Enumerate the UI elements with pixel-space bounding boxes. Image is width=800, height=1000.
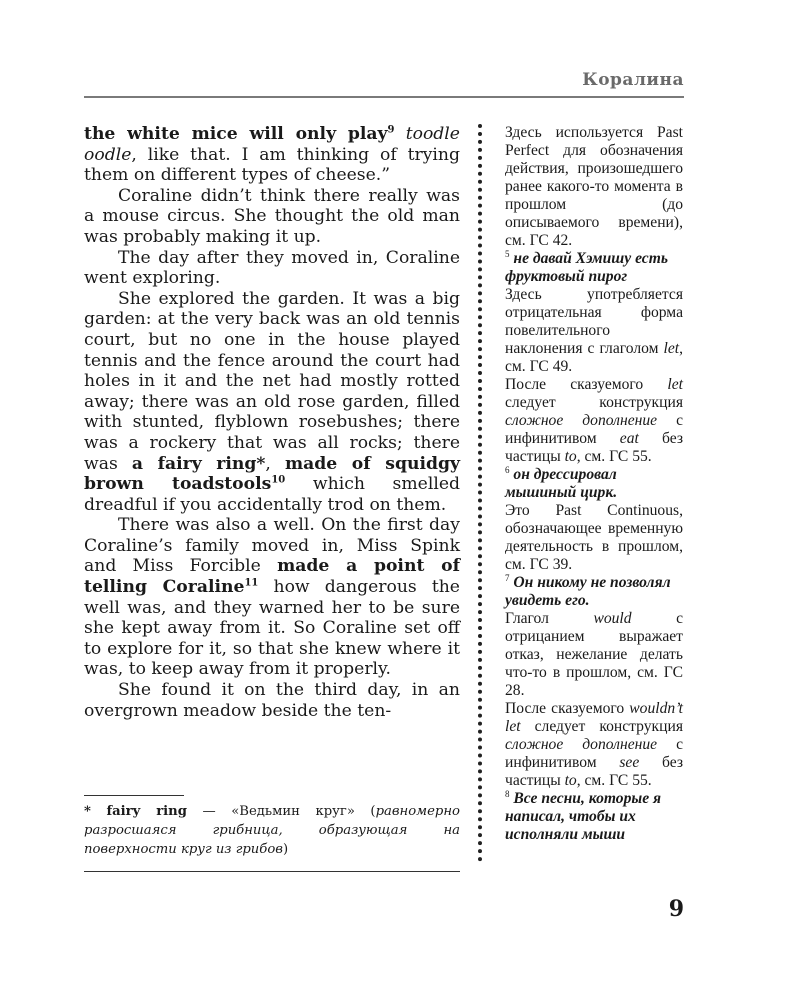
footnote-rule — [84, 795, 184, 796]
italic-term: let — [663, 340, 680, 357]
text-run: how dangerous the well was, and they warned her to be sure she kept away from it. So Coraline set off to explore for it, so that she knew where it was, to keep away from it properly. — [84, 577, 460, 680]
note-6-head — [505, 466, 683, 502]
note-8-head — [505, 790, 683, 844]
note-number: 5 — [505, 248, 510, 259]
note-head-text: Он никому не позволял увидеть его. — [505, 574, 671, 609]
text-run: Глагол — [505, 610, 594, 627]
note-7-body-2 — [505, 700, 683, 790]
text-run: с инфинитивом — [505, 412, 683, 447]
paragraph-4 — [84, 289, 460, 516]
text-run: There was also a well. On the first day Coraline’s family moved in, Miss Spink and Miss Forcible — [84, 515, 460, 577]
paragraph-6: She found it on the third day, in an overgrown meadow beside the ten- — [84, 680, 460, 721]
text-run: После сказуемого — [505, 700, 630, 717]
text-run: which smelled dreadful if you accidentally trod on them. — [84, 474, 461, 515]
italic-term: сложное дополнение — [505, 736, 658, 753]
footnote-translation: «Ведьмин круг» — [231, 804, 355, 819]
text-run: После сказуемого — [505, 376, 668, 393]
note-ref-11: 11 — [244, 577, 259, 589]
italic-term: сложное дополнение — [505, 412, 658, 429]
note-4-continued: Здесь используется Past Perfect для обозначения действия, произошедшего ранее какого-то момента в прошлом (до описываемого времени), см. ГС 42. — [505, 124, 683, 249]
page-number: 9 — [668, 896, 684, 922]
paragraph-3: The day after they moved in, Coraline went exploring. — [84, 247, 460, 289]
text-run: , см. ГС 49. — [505, 340, 683, 375]
note-7-body-1 — [505, 610, 683, 700]
text-run: ( — [354, 804, 376, 819]
notes-column — [505, 124, 683, 844]
text-run: ) — [282, 842, 289, 857]
bold-phrase: made a point of telling Coraline — [84, 556, 460, 598]
bold-phrase: the white mice will only play — [84, 124, 388, 144]
note-head-text: не давай Хэмишу есть фруктовый пирог — [505, 250, 668, 285]
text-run: следует конструкция — [520, 718, 683, 735]
text-run: Здесь употребляется отрицательная форма повелительного наклонения с глаголом — [505, 286, 683, 357]
text-run: — — [186, 804, 232, 819]
text-run: без частицы — [505, 430, 683, 465]
footnote-marker: * — [84, 804, 91, 819]
note-5-body-2 — [505, 376, 683, 466]
bold-phrase: a fairy ring* — [131, 453, 266, 474]
main-text-column — [84, 124, 460, 721]
italic-term: see — [619, 754, 640, 771]
italic-term: eat — [619, 430, 639, 447]
italic-term: would — [593, 610, 632, 627]
italic-term: to — [564, 772, 577, 789]
running-head: Коралина — [582, 70, 684, 90]
note-number: 7 — [505, 572, 510, 583]
footnote-bottom-rule — [84, 871, 460, 872]
note-head-text: Все песни, которые я написал, чтобы их исполняли мыши — [505, 790, 662, 843]
italic-term: let — [667, 376, 683, 393]
note-number: 8 — [505, 788, 510, 799]
text-run: следует конструкция — [505, 394, 683, 411]
dotted-separator — [478, 124, 482, 862]
text-run: без частицы — [505, 754, 683, 789]
footnote-term: fairy ring — [106, 804, 187, 819]
note-5-body-1 — [505, 286, 683, 376]
text-run: She explored the garden. It was a big garden: at the very back was an old tennis court, but no one in the house played tennis and the fence around the court had holes in it and the net had mostly rotted away; there was an old rose garden, filled with stunted, flyblown rosebushes; there was a rockery that was all rocks; there was — [84, 288, 460, 474]
text-run: , см. ГС 55. — [576, 448, 652, 465]
note-5-head — [505, 250, 683, 286]
note-ref-9: 9 — [387, 124, 395, 136]
text-run: , like that. I am thinking of trying them on different types of cheese.” — [84, 144, 460, 186]
footnote-explanation: равномерно разросшаяся грибница, образующая на поверхности круг из грибов — [84, 804, 460, 857]
paragraph-1 — [84, 124, 460, 186]
paragraph-5 — [84, 515, 460, 680]
paragraph-2: Coraline didn’t think there really was a mouse circus. She thought the old man was probably making it up. — [84, 185, 460, 247]
italic-term: to — [564, 448, 577, 465]
note-7-head — [505, 574, 683, 610]
text-run: , см. ГС 55. — [576, 772, 652, 789]
header-rule — [84, 96, 684, 98]
bold-phrase: made of squidgy brown toadstools — [84, 453, 461, 495]
italic-phrase: toodle oodle — [84, 124, 460, 165]
text-run: , — [265, 453, 285, 474]
text-run: с инфинитивом — [505, 736, 683, 771]
footnote — [84, 802, 460, 859]
note-ref-10: 10 — [271, 474, 286, 486]
note-6-body: Это Past Continuous, обозначающее временную деятельность в прошлом, см. ГС 39. — [505, 502, 683, 573]
note-head-text: он дрессировал мышиный цирк. — [505, 466, 618, 501]
italic-term: wouldn’t let — [505, 700, 683, 735]
note-number: 6 — [505, 464, 510, 475]
text-run: с отрицанием выражает отказ, нежелание делать что-то в прошлом, см. ГС 28. — [505, 610, 683, 699]
